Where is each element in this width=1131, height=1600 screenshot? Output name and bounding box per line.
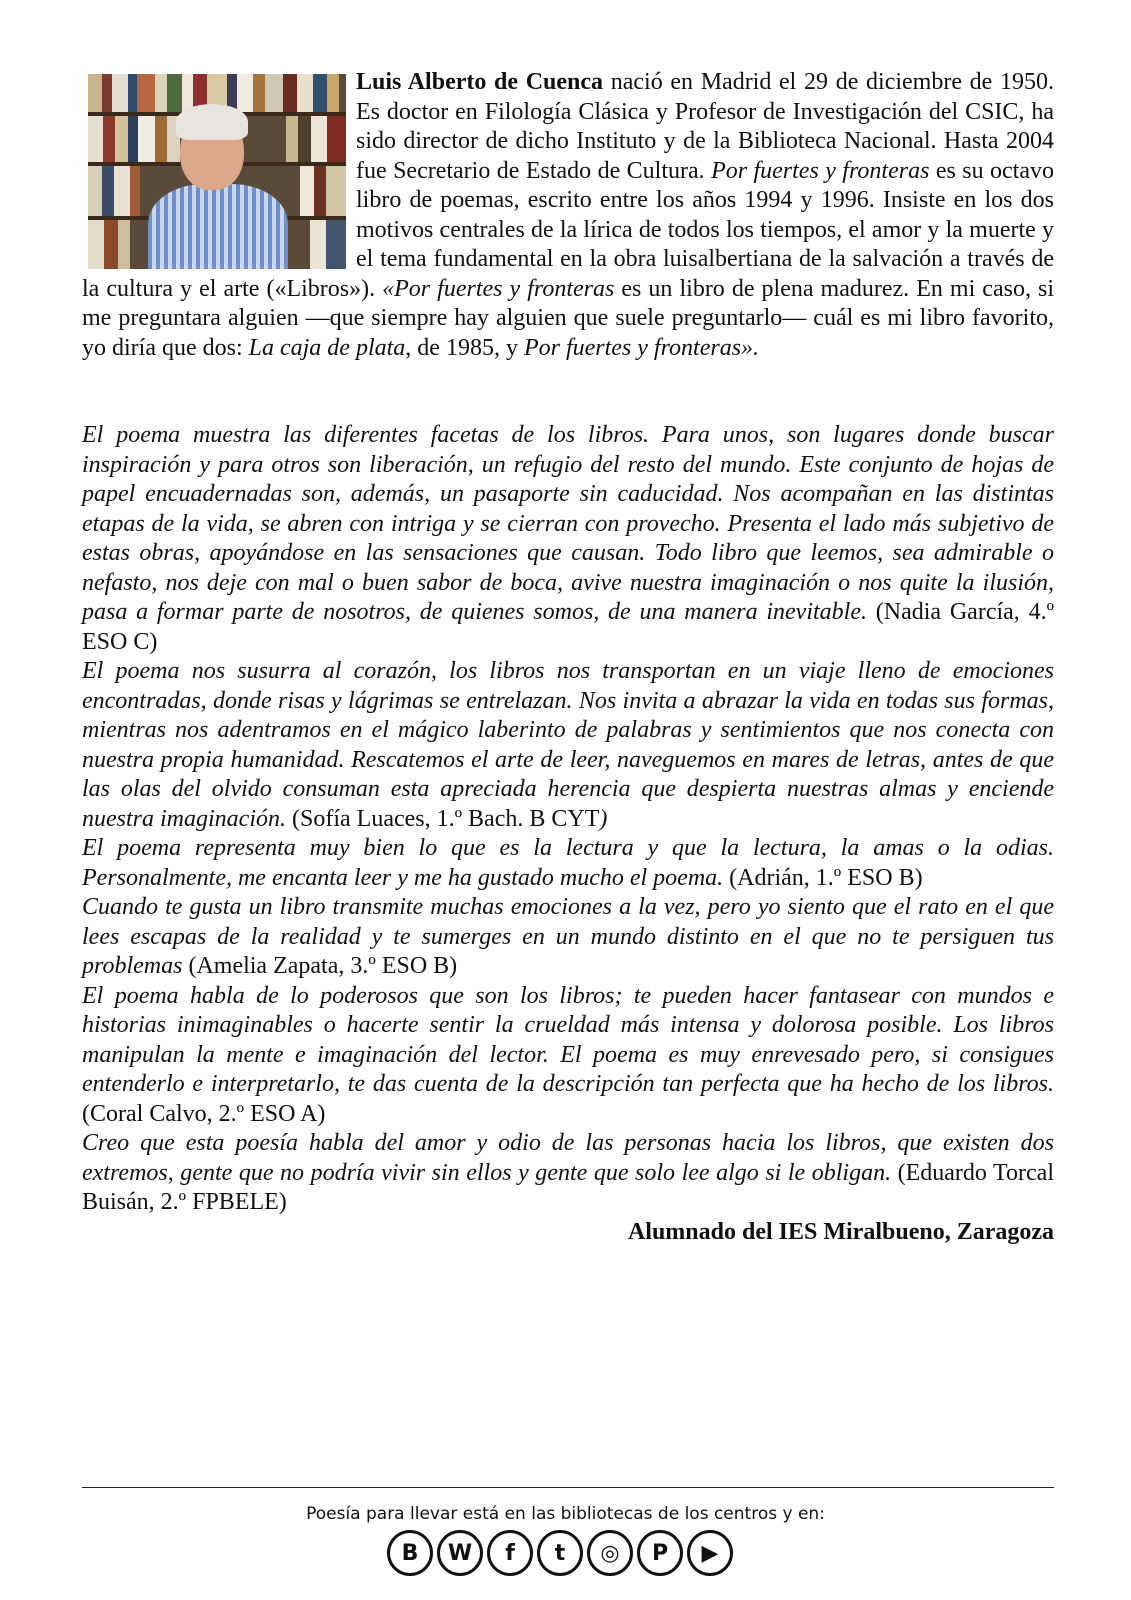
- quote-open: «: [382, 275, 395, 302]
- author-name: Luis Alberto de Cuenca: [356, 69, 604, 95]
- pinterest-icon[interactable]: P: [637, 1530, 683, 1576]
- comment-author: (Coral Calvo, 2.º ESO A): [82, 1100, 326, 1127]
- comment-text: El poema representa muy bien lo que es la lectura y que la lectura, la amas o la odias. Personalmente, me encanta leer y me ha gustado mucho el poema.: [82, 835, 1054, 891]
- comment-text: Cuando te gusta un libro transmite muchas emociones a la vez, pero yo siento que el rato en el que lees escapas de la realidad y te sumerges en un mundo distinto en el que no te persiguen tus problemas: [82, 894, 1054, 979]
- book-title-1: Por fuertes y fronteras: [711, 157, 930, 184]
- intro-text-2: es su octavo libro de poemas, escrito entre los años 1994 y 1996. Insiste en los dos motivos centrales de la lírica de todos los tiempos, el amor y la muerte y el tema fundamental en la obra luisalbertiana de la salvación a través de la cultura y el arte («Libros»).: [82, 157, 1054, 302]
- facebook-icon[interactable]: f: [487, 1530, 533, 1576]
- student-comment: [82, 657, 1054, 834]
- comment-author: (Adrián, 1.º ESO B): [723, 864, 923, 891]
- intro-text-3: es un libro de plena madurez. En mi caso, si me preguntara alguien —que siempre hay alguien que suele preguntarlo— cuál es mi libro favorito, yo diría que dos:: [82, 275, 1054, 361]
- intro-text-1: nació en Madrid el 29 de diciembre de 1950. Es doctor en Filología Clásica y Profesor de Investigación del CSIC, ha sido director de dicho Instituto y de la Biblioteca Nacional. Hasta 2004 fue Secretario de Estado de Cultura.: [356, 69, 1054, 184]
- twitter-icon[interactable]: t: [537, 1530, 583, 1576]
- footer-text: Poesía para llevar está en las bibliotecas de los centros y en:: [306, 1504, 825, 1524]
- signature: Alumnado del IES Miralbueno, Zaragoza: [627, 1218, 1054, 1245]
- book-title-4: Por fuertes y fronteras».: [523, 334, 760, 361]
- instagram-icon[interactable]: ◎: [587, 1530, 633, 1576]
- student-comment: [82, 1129, 1054, 1218]
- comment-text: El poema habla de lo poderosos que son los libros; te pueden hacer fantasear con mundos e historias inimaginables o hacerte sentir la crueldad más intensa y dolorosa posible. Los libros manipulan la mente e imaginación del lector. El poema es muy enrevesado pero, si consigues entenderlo e interpretarlo, te das cuenta de la descripción tan perfecta que ha hecho de los libros.: [82, 982, 1054, 1097]
- student-comment: [82, 421, 1054, 657]
- comment-author: (Sofía Luaces, 1.º Bach. B CYT: [286, 805, 600, 832]
- comment-tail: ): [599, 805, 608, 832]
- student-comment: [82, 982, 1054, 1130]
- blogger-icon[interactable]: B: [387, 1530, 433, 1576]
- student-comment: [82, 893, 1054, 982]
- youtube-icon[interactable]: ▶: [687, 1530, 733, 1576]
- book-title-3: La caja de plata: [248, 334, 406, 361]
- comment-author: (Nadia García, 4.º ESO C): [82, 599, 1055, 655]
- book-title-2: Por fuertes y fronteras: [394, 275, 615, 302]
- author-intro: [82, 68, 1054, 363]
- comment-text: El poema muestra las diferentes facetas de los libros. Para unos, son lugares donde buscar inspiración y para otros son liberación, un refugio del resto del mundo. Este conjunto de hojas de papel encuadernadas son, además, un pasaporte sin caducidad. Nos acompañan en las distintas etapas de la vida, se abren con intriga y se cierran con provecho. Presenta el lado más subjetivo de estas obras, apoyándose en las sensaciones que causan. Todo libro que leemos, sea admirable o nefasto, nos deje con mal o buen sabor de boca, avive nuestra imaginación o nos quite la ilusión, pasa a formar parte de nosotros, de quienes somos, de una manera inevitable.: [82, 422, 1054, 625]
- social-links: [387, 1530, 743, 1582]
- page-content: [82, 68, 1054, 1247]
- author-photo: [88, 74, 346, 269]
- comment-author: (Eduardo Torcal Buisán, 2.º FPBELE): [82, 1159, 1054, 1215]
- wordpress-icon[interactable]: W: [437, 1530, 483, 1576]
- comment-author: (Amelia Zapata, 3.º ESO B): [182, 953, 458, 979]
- comment-text: El poema nos susurra al corazón, los libros nos transportan en un viaje lleno de emociones encontradas, donde risas y lágrimas se entrelazan. Nos invita a abrazar la vida en todas sus formas, mientras nos adentramos en el mágico laberinto de palabras y sentimientos que nos conecta con nuestra propia humanidad. Rescatemos el arte de leer, naveguemos en mares de letras, antes de que las olas del olvido consuman esta apreciada herencia que despierta nuestras almas y enciende nuestra imaginación.: [82, 658, 1054, 832]
- intro-text-4: , de 1985, y: [405, 334, 524, 361]
- comment-text: Creo que esta poesía habla del amor y odio de las personas hacia los libros, que existen dos extremos, gente que no podría vivir sin ellos y gente que solo lee algo si le obligan.: [82, 1130, 1054, 1186]
- student-comment: [82, 834, 1054, 893]
- footer-divider: [82, 1487, 1054, 1488]
